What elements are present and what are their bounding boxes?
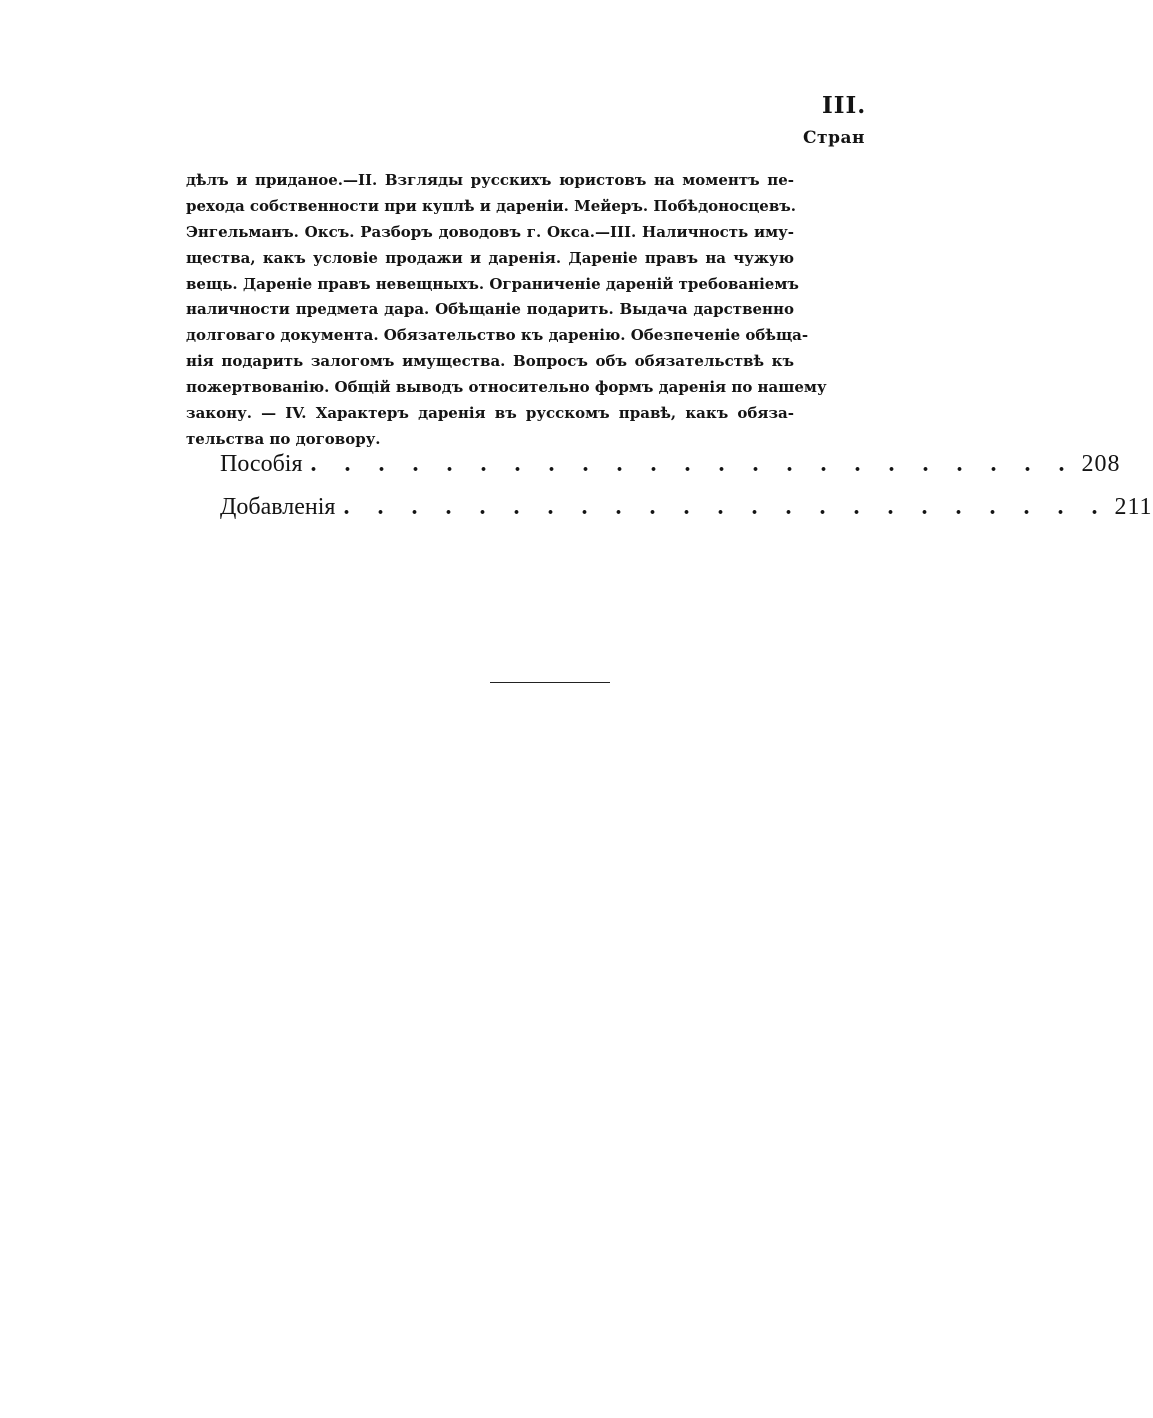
- summary-line: наличности предмета дара. Обѣщаніе подарить. Выдача дарственно: [186, 300, 794, 319]
- summary-line: тельства по договору.: [186, 429, 381, 448]
- summary-line: Энгельманъ. Оксъ. Разборъ доводовъ г. Окса.—III. Наличность иму-: [186, 222, 794, 241]
- summary-line: пожертвованію. Общій выводъ относительно формъ даренія по нашему: [186, 378, 827, 397]
- summary-line: рехода собственности при куплѣ и дареніи. Мейеръ. Побѣдоносцевъ.: [186, 196, 796, 215]
- toc-leader-dots: . . . . . . . . . . . . . . . . . . . . . . .: [310, 451, 1076, 477]
- summary-line: щества, какъ условіе продажи и даренія. Дареніе правъ на чужую: [186, 248, 794, 267]
- summary-line: вещь. Дареніе правъ невещныхъ. Ограниченіе дареній требованіемъ: [186, 274, 799, 293]
- toc-entry-page: 211: [1114, 494, 1153, 520]
- toc-entry: [220, 451, 1121, 485]
- summary-line: долговаго документа. Обязательство къ дарeнію. Обезпеченіе обѣща-: [186, 326, 809, 345]
- section-divider: [490, 682, 610, 683]
- column-header: Стран: [803, 128, 865, 148]
- summary-line: закону. — IV. Характеръ даренія въ русскомъ правѣ, какъ обяза-: [186, 404, 794, 423]
- summary-line: нія подарить залогомъ имущества. Вопросъ объ обязательствѣ къ: [186, 352, 794, 371]
- chapter-summary: [186, 168, 827, 453]
- toc-leader-dots: . . . . . . . . . . . . . . . . . . . . . . .: [343, 494, 1109, 520]
- page-number: III.: [822, 92, 867, 119]
- summary-line: дѣлъ и приданое.—II. Взгляды русскихъ юристовъ на моментъ пе-: [186, 171, 794, 189]
- toc-entry-title: Пособія: [220, 451, 303, 477]
- toc-entry: [220, 494, 1153, 528]
- toc-entry-title: Добавленія: [220, 494, 336, 520]
- toc-entry-page: 208: [1081, 451, 1121, 477]
